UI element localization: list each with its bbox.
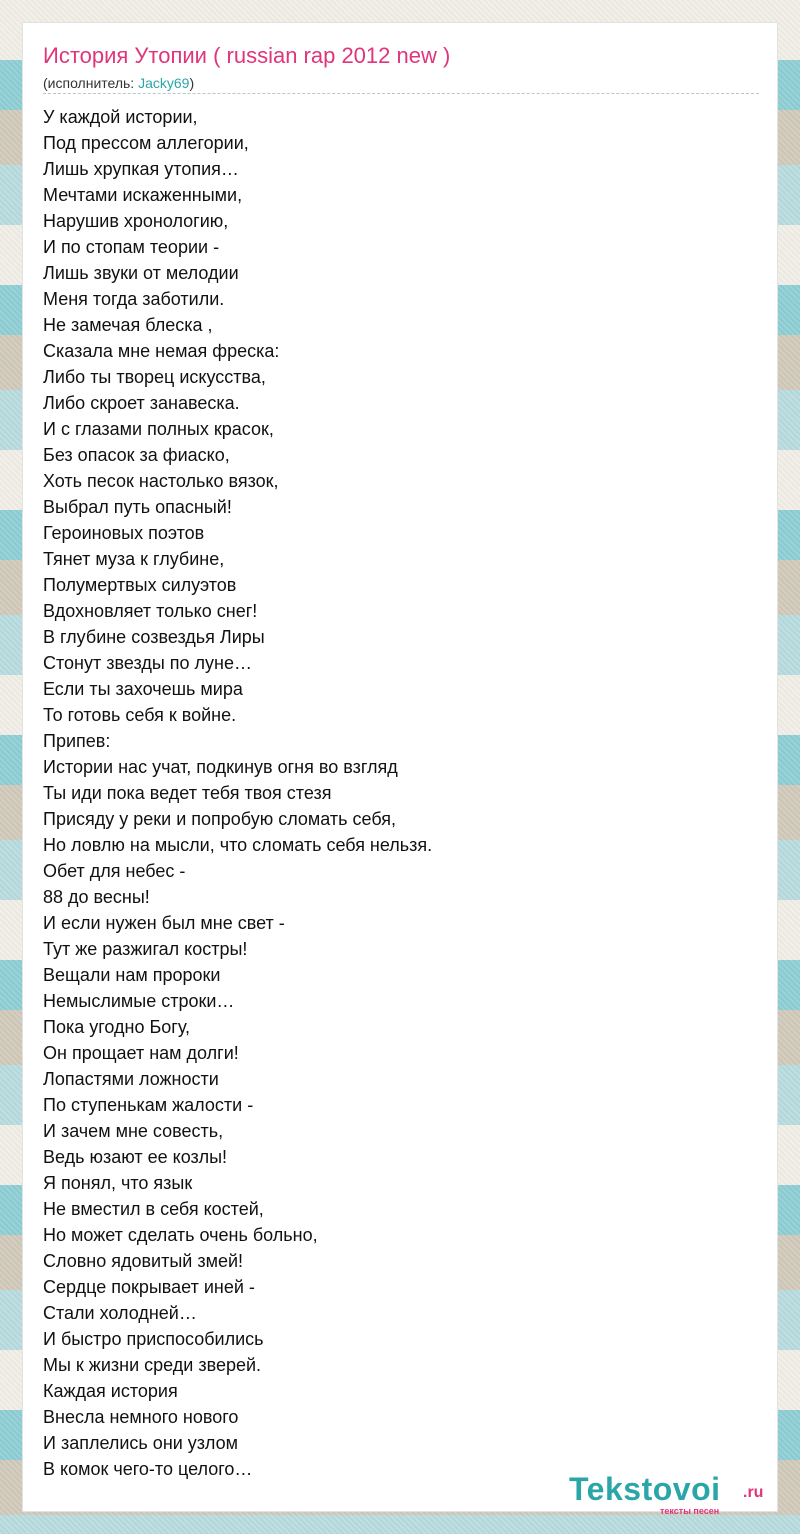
lyric-line: Без опасок за фиаско, xyxy=(43,445,230,465)
artist-line xyxy=(43,75,194,91)
lyric-line: Лишь хрупкая утопия… xyxy=(43,159,239,179)
lyric-line: Вещали нам пророки xyxy=(43,965,221,985)
lyric-line: 88 до весны! xyxy=(43,887,150,907)
lyric-line: По ступенькам жалости - xyxy=(43,1095,254,1115)
lyric-line: И если нужен был мне свет - xyxy=(43,913,285,933)
lyric-line: Словно ядовитый змей! xyxy=(43,1251,244,1271)
lyric-line: Но может сделать очень больно, xyxy=(43,1225,318,1245)
lyric-line: Тянет муза к глубине, xyxy=(43,549,225,569)
lyric-line: Под прессом аллегории, xyxy=(43,133,249,153)
lyric-line: Не замечая блеска , xyxy=(43,315,213,335)
lyric-line: Лишь звуки от мелодии xyxy=(43,263,239,283)
lyric-line: У каждой истории, xyxy=(43,107,198,127)
lyric-line: Тут же разжигал костры! xyxy=(43,939,248,959)
lyric-line: Я понял, что язык xyxy=(43,1173,193,1193)
lyric-line: Стали холодней… xyxy=(43,1303,197,1323)
lyric-line: Каждая история xyxy=(43,1381,178,1401)
lyric-line: Либо скроет занавеска. xyxy=(43,393,240,413)
lyric-line: В глубине созвездья Лиры xyxy=(43,627,265,647)
song-title: История Утопии ( russian rap 2012 new ) xyxy=(43,43,451,68)
lyric-line: И быстро приспособились xyxy=(43,1329,264,1349)
logo-tagline: тексты песен xyxy=(660,1506,720,1516)
lyric-line: И по стопам теории - xyxy=(43,237,220,257)
lyric-line: Мы к жизни среди зверей. xyxy=(43,1355,262,1375)
title-divider xyxy=(43,93,759,94)
lyric-line: Стонут звезды по луне… xyxy=(43,653,252,673)
artist-link[interactable]: Jacky69 xyxy=(138,75,190,91)
logo-domain-suffix: .ru xyxy=(743,1484,764,1501)
lyric-line: Припев: xyxy=(43,731,111,751)
lyric-line: И заплелись они узлом xyxy=(43,1433,238,1453)
lyric-line: Нарушив хронологию, xyxy=(43,211,229,231)
lyric-line: Полумертвых силуэтов xyxy=(43,575,237,595)
lyric-line: Истории нас учат, подкинув огня во взгляд xyxy=(43,757,398,777)
lyric-line: Пока угодно Богу, xyxy=(43,1017,191,1037)
site-logo[interactable] xyxy=(569,1471,779,1515)
lyrics-card xyxy=(22,22,778,1516)
logo-main-text: Tekstovoi xyxy=(569,1471,721,1507)
lyric-line: И с глазами полных красок, xyxy=(43,419,274,439)
lyric-line: Внесла немного нового xyxy=(43,1407,239,1427)
lyric-line: Сказала мне немая фреска: xyxy=(43,341,280,361)
lyric-line: Обет для небес - xyxy=(43,861,186,881)
lyric-line: Меня тогда заботили. xyxy=(43,289,225,309)
lyric-line: Хоть песок настолько вязок, xyxy=(43,471,279,491)
lyric-line: Лопастями ложности xyxy=(43,1069,219,1089)
lyric-line: Вдохновляет только снег! xyxy=(43,601,258,621)
lyrics-text xyxy=(43,104,432,1482)
lyric-line: Не вместил в себя костей, xyxy=(43,1199,264,1219)
lyric-line: Сердце покрывает иней - xyxy=(43,1277,255,1297)
artist-prefix: (исполнитель: xyxy=(43,75,139,91)
lyric-line: И зачем мне совесть, xyxy=(43,1121,224,1141)
lyric-line: Героиновых поэтов xyxy=(43,523,205,543)
lyric-line: Ты иди пока ведет тебя твоя стезя xyxy=(43,783,332,803)
lyric-line: Но ловлю на мысли, что сломать себя нельзя. xyxy=(43,835,433,855)
lyric-line: Либо ты творец искусства, xyxy=(43,367,266,387)
lyric-line: Выбрал путь опасный! xyxy=(43,497,232,517)
lyric-line: В комок чего-то целого… xyxy=(43,1459,253,1479)
lyric-line: Присяду у реки и попробую сломать себя, xyxy=(43,809,397,829)
artist-suffix: ) xyxy=(189,75,195,91)
lyric-line: Он прощает нам долги! xyxy=(43,1043,239,1063)
lyric-line: Мечтами искаженными, xyxy=(43,185,243,205)
lyric-line: Немыслимые строки… xyxy=(43,991,235,1011)
lyric-line: Если ты захочешь мира xyxy=(43,679,243,699)
lyric-line: Ведь юзают ее козлы! xyxy=(43,1147,228,1167)
lyric-line: То готовь себя к войне. xyxy=(43,705,237,725)
